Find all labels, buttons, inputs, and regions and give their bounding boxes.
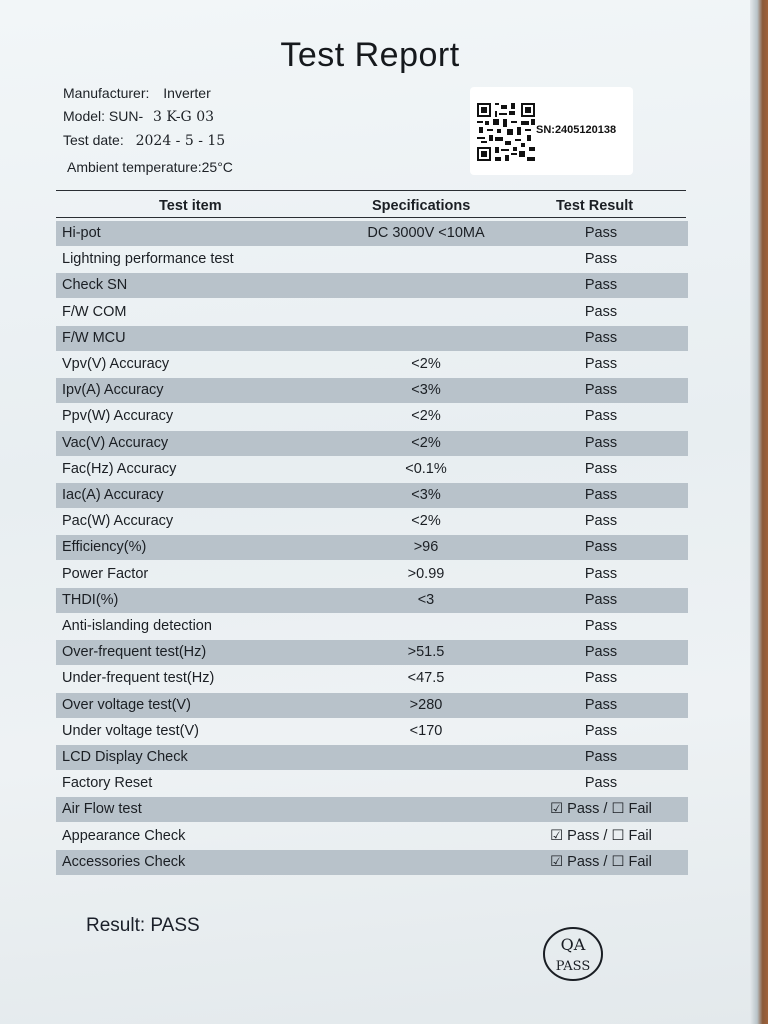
test-result-cell: Pass (584, 513, 618, 530)
test-item-cell: Efficiency(%) (62, 539, 147, 556)
test-result-cell: Pass (584, 749, 618, 765)
test-result-cell: Pass (584, 539, 618, 556)
specification-cell: <0.1% (405, 460, 447, 477)
test-result-cell: ☑ Pass / ☐ Fail (550, 801, 652, 818)
table-row (56, 247, 688, 272)
test-result-cell: Pass (584, 329, 618, 346)
table-row (56, 483, 688, 508)
table-top-rule (56, 190, 686, 191)
test-item-cell: Pac(W) Accuracy (62, 513, 174, 530)
specification-cell: >0.99 (407, 565, 445, 582)
test-item-cell: Under voltage test(V) (62, 722, 200, 739)
test-item-cell: THDI(%) (62, 591, 119, 608)
serial-number: SN:2405120138 (536, 124, 617, 136)
qr-code-icon (477, 103, 535, 161)
table-row (56, 745, 688, 770)
test-result-cell: Pass (584, 434, 618, 451)
test-item-cell: Over-frequent test(Hz) (62, 644, 207, 661)
test-item-cell: Anti-islanding detection (62, 618, 212, 634)
manufacturer-label: Manufacturer: (63, 85, 150, 101)
model-value: 3 K-G 03 (153, 109, 215, 125)
qr-label (470, 87, 633, 175)
table-row (56, 719, 688, 744)
test-result-cell: Pass (584, 722, 618, 739)
table-row (56, 850, 688, 875)
table-row (56, 535, 688, 560)
test-result-cell: Pass (584, 225, 618, 241)
test-item-cell: Vpv(V) Accuracy (62, 356, 170, 372)
test-item-cell: LCD Display Check (62, 749, 188, 765)
test-result-cell: Pass (584, 565, 618, 582)
header-test-result: Test Result (556, 198, 634, 214)
table-surface-edge (750, 0, 768, 1024)
specification-cell: <3% (411, 382, 441, 399)
qa-pass-stamp (541, 925, 605, 983)
table-row (56, 797, 688, 822)
test-item-cell: Under-frequent test(Hz) (62, 670, 215, 687)
table-row (56, 771, 688, 796)
report-title: Test Report (280, 36, 460, 74)
test-result-cell: Pass (584, 460, 618, 477)
test-result-cell: Pass (584, 696, 618, 713)
table-row (56, 824, 688, 849)
specification-cell: <3 (417, 591, 435, 608)
test-item-cell: Hi-pot (62, 225, 101, 241)
test-item-cell: Power Factor (62, 565, 149, 582)
test-date-line (63, 132, 225, 149)
test-result-cell: Pass (584, 251, 618, 268)
test-item-cell: Air Flow test (62, 801, 142, 818)
specification-cell: DC 3000V <10MA (367, 225, 485, 241)
test-result-cell: Pass (584, 408, 618, 425)
test-item-cell: Ipv(A) Accuracy (62, 382, 164, 399)
table-row (56, 273, 688, 298)
header-specifications: Specifications (372, 198, 471, 214)
test-result-cell: Pass (584, 303, 618, 320)
specification-cell: <2% (411, 434, 441, 451)
svg-text:PASS: PASS (555, 959, 591, 974)
specification-cell: <47.5 (407, 670, 445, 687)
table-row (56, 666, 688, 691)
test-item-cell: F/W MCU (62, 329, 126, 346)
model-label: Model: SUN- (63, 108, 144, 124)
table-row (56, 300, 688, 325)
test-result-cell: Pass (584, 775, 618, 792)
table-row (56, 640, 688, 665)
table-row (56, 614, 688, 639)
svg-text:QA: QA (560, 935, 586, 954)
specification-cell: <2% (411, 356, 441, 372)
specification-cell: >280 (409, 696, 443, 713)
overall-result: Result: PASS (86, 915, 200, 936)
specification-cell: <3% (411, 487, 441, 503)
test-item-cell: Ppv(W) Accuracy (62, 408, 174, 425)
ambient-temperature: Ambient temperature:25°C (67, 159, 233, 175)
test-item-cell: Vac(V) Accuracy (62, 434, 169, 451)
test-item-cell: Factory Reset (62, 775, 153, 792)
test-item-cell: Appearance Check (62, 827, 186, 844)
test-result-cell: Pass (584, 356, 618, 372)
test-result-cell: Pass (584, 591, 618, 608)
test-item-cell: Check SN (62, 277, 128, 294)
table-row (56, 509, 688, 534)
table-row (56, 221, 688, 246)
table-row (56, 457, 688, 482)
header-test-item: Test item (159, 198, 222, 214)
test-result-cell: ☑ Pass / ☐ Fail (550, 827, 652, 844)
test-result-cell: Pass (584, 644, 618, 661)
test-result-cell: Pass (584, 670, 618, 687)
table-row (56, 326, 688, 351)
table-row (56, 404, 688, 429)
table-header-rule (56, 217, 686, 218)
table-row (56, 352, 688, 377)
test-result-cell: Pass (584, 618, 618, 634)
test-date-label: Test date: (63, 132, 124, 148)
test-result-cell: Pass (584, 487, 618, 503)
test-item-cell: Lightning performance test (62, 251, 234, 268)
model-line (63, 108, 214, 125)
table-row (56, 378, 688, 403)
test-item-cell: Accessories Check (62, 853, 186, 870)
test-item-cell: Over voltage test(V) (62, 696, 191, 713)
manufacturer-value: Inverter (163, 85, 211, 101)
table-row (56, 693, 688, 718)
test-item-cell: Iac(A) Accuracy (62, 487, 164, 503)
test-result-cell: ☑ Pass / ☐ Fail (550, 853, 652, 870)
specification-cell: >51.5 (407, 644, 445, 661)
manufacturer-line (63, 85, 211, 101)
table-row (56, 588, 688, 613)
test-result-cell: Pass (584, 382, 618, 399)
test-item-cell: F/W COM (62, 303, 127, 320)
table-header (56, 196, 686, 218)
test-date-value: 2024 - 5 - 15 (135, 133, 226, 149)
test-item-cell: Fac(Hz) Accuracy (62, 460, 177, 477)
specification-cell: <2% (411, 513, 441, 530)
table-row (56, 431, 688, 456)
specification-cell: <170 (409, 722, 443, 739)
table-row (56, 562, 688, 587)
specification-cell: >96 (413, 539, 439, 556)
test-result-cell: Pass (584, 277, 618, 294)
specification-cell: <2% (411, 408, 441, 425)
